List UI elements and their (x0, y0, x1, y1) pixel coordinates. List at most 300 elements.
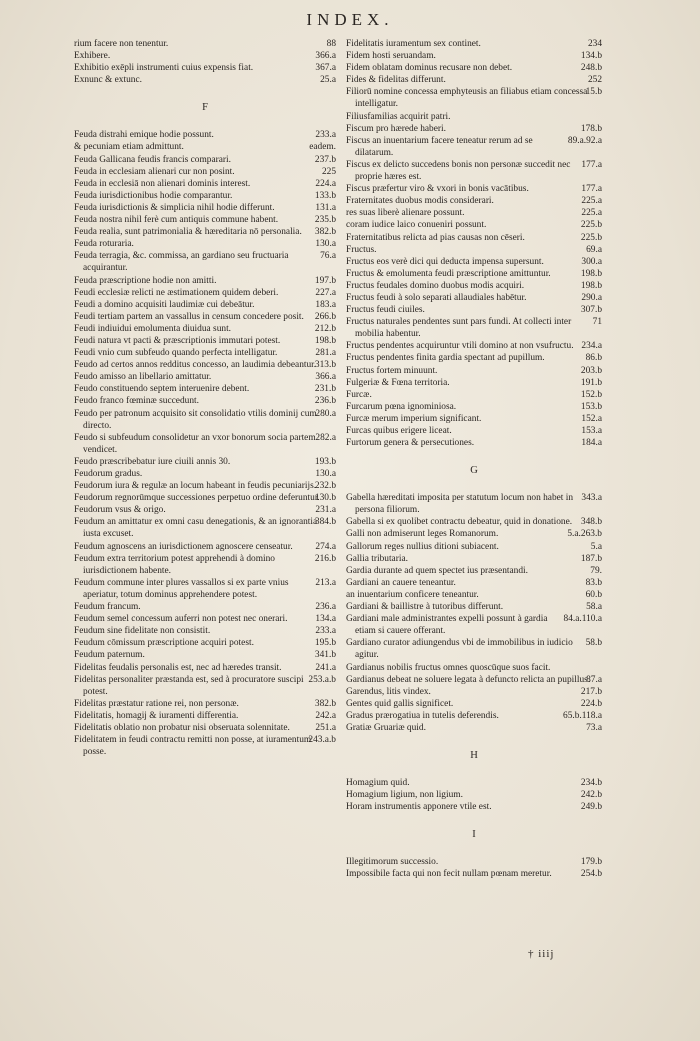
index-entry (346, 304, 602, 316)
entry-text: Feudum an amittatur ex omni casu denegationis, & an ignorantia iusta excuset. (74, 517, 318, 540)
index-entry (74, 577, 336, 601)
entry-text: Exnunc & extunc. (74, 75, 142, 86)
index-entry (346, 637, 602, 661)
entry-text: Garendus, litis vindex. (346, 686, 431, 697)
page-reference: 193.b (314, 456, 336, 467)
section-gap (74, 115, 336, 129)
entry-text: Feuda in ecclesiā non alienari dominis interest. (74, 178, 251, 189)
entry-text: Feudo constituendo septem interuenire debent. (74, 384, 250, 395)
page-reference: 225 (321, 166, 336, 177)
index-entry (74, 698, 336, 710)
page-reference: 134.a (315, 614, 336, 625)
page-reference: 152.a (581, 413, 602, 424)
entry-text: Feuda iurisdictionis & simplicia nihil hodie differunt. (74, 202, 275, 213)
entry-text: Feuda in ecclesiam alienari cur non posint. (74, 166, 235, 177)
index-entry (74, 166, 336, 178)
page-reference: 367.a (315, 63, 336, 74)
page-reference: 237.b (314, 154, 336, 165)
page-reference: eadem. (309, 142, 336, 153)
entry-text: coram iudice laico conueniri possunt. (346, 220, 487, 231)
index-entry (74, 359, 336, 371)
entry-text: Feudo amisso an libellario amittatur. (74, 372, 212, 383)
page-reference: 234 (587, 39, 602, 49)
page-reference: 25.a (320, 75, 336, 86)
index-entry (74, 541, 336, 553)
entry-text: Feudi ecclesiæ relicti ne æstimationem quidem deberi. (74, 287, 279, 298)
page-reference: 234.a (581, 341, 602, 352)
page-reference: 251.a (315, 722, 336, 733)
index-entry (346, 389, 602, 401)
entry-text: Feuda roturaria. (74, 239, 134, 250)
entry-text: Feudum commune inter plures vassallos si ex parte vnius aperiatur, totum dominus apprehendere potest. (74, 577, 289, 600)
index-entry (74, 674, 336, 698)
entry-text: Feudi natura vt pacti & præscriptionis immutari potest. (74, 335, 281, 346)
page-reference: 177.a (581, 159, 602, 170)
page-reference: 225.b (580, 220, 602, 231)
section-gap (74, 86, 336, 100)
page-reference: 348.b (580, 517, 602, 528)
index-entry (346, 856, 602, 868)
index-entry (346, 541, 602, 553)
page-reference: 89.a.92.a (567, 135, 602, 146)
page-reference: 133.b (314, 190, 336, 201)
index-entry (346, 207, 602, 219)
section-gap (346, 449, 602, 463)
page-reference: 65.b.118.a (563, 710, 602, 721)
index-entry (346, 86, 602, 110)
index-entry (74, 154, 336, 166)
index-entry (346, 62, 602, 74)
index-entry (74, 214, 336, 226)
entry-text: Gradus prærogatiua in tutelis deferendis. (346, 710, 499, 721)
entry-text: Gratiæ Gruariæ quid. (346, 722, 426, 733)
section-gap (346, 478, 602, 492)
entry-text: Feudorum iura & regulæ an locum habeant in feudis pecuniarijs. (74, 481, 317, 492)
index-entry (346, 159, 602, 183)
index-entry (74, 38, 336, 50)
page-reference: 183.a (315, 299, 336, 310)
index-entry (74, 190, 336, 202)
page-reference: 224.a (315, 178, 336, 189)
index-entry (346, 589, 602, 601)
entry-text: Fiscus ex delicto succedens bonis non personæ succedit nec proprie hæres est. (346, 159, 571, 183)
page-reference: 307.b (580, 305, 602, 316)
entry-text: Impossibile facta qui non fecit nullam pœnam meretur. (346, 869, 552, 880)
entry-text: an inuentarium conficere teneantur. (346, 589, 479, 600)
index-entry (74, 613, 336, 625)
entry-text: Fidem oblatam dominus recusare non debet. (346, 63, 513, 74)
index-entry (74, 662, 336, 674)
entry-text: Furtorum genera & persecutiones. (346, 438, 475, 449)
page-reference: 83.b (585, 577, 602, 588)
entry-text: Feuda realia, sunt patrimonialia & hæreditaria nō personalia. (74, 227, 302, 238)
index-entry (74, 553, 336, 577)
entry-text: Feudi a domino acquisiti laudimiæ cui debeātur. (74, 299, 255, 310)
page-reference: 282.a (315, 432, 336, 443)
page-reference: 88 (326, 39, 336, 49)
entry-text: Fulgeriæ & Fœna territoria. (346, 377, 450, 388)
page-reference: 213.a (315, 577, 336, 588)
index-entry (74, 480, 336, 492)
page-reference: 76.a (320, 251, 336, 262)
section-gap (346, 734, 602, 748)
index-entry (74, 335, 336, 347)
index-entry (74, 722, 336, 734)
entry-text: Filiorū nomine concessa emphyteusis an filiabus etiam concessa intelligatur. (346, 87, 588, 110)
page-reference: 73.a (586, 722, 602, 733)
index-entry (346, 50, 602, 62)
index-entry (74, 226, 336, 238)
section-letter: G (470, 465, 478, 477)
entry-text: Feudorum gradus. (74, 469, 143, 479)
index-entry (346, 74, 602, 86)
entry-text: Fidelitas personaliter præstanda est, sed à procuratore suscipi potest. (74, 674, 304, 697)
entry-text: Gardiani & baillistre à tutoribus differunt. (346, 602, 504, 613)
entry-text: Feudum francum. (74, 602, 141, 613)
index-entry (346, 674, 602, 686)
index-entry (74, 734, 336, 758)
entry-text: Fiscus an inuentarium facere teneatur rerum ad se dilatarum. (346, 135, 533, 158)
index-entry (346, 256, 602, 268)
page-reference: 236.b (314, 396, 336, 407)
page-reference: 130.a (315, 239, 336, 250)
entry-text: Gabella hæreditati imposita per statutum locum non habet in persona filiorum. (346, 493, 574, 516)
index-entry (346, 268, 602, 280)
page-reference: 60.b (585, 589, 602, 600)
index-entry (346, 553, 602, 565)
index-entry (346, 516, 602, 528)
entry-text: Gardiani male administrantes expelli possunt à gardia etiam si cauere offerant. (346, 614, 548, 637)
section-gap (346, 763, 602, 777)
index-entry (346, 686, 602, 698)
section-gap (346, 813, 602, 827)
page-reference: 15.b (585, 87, 602, 98)
entry-text: Feudo præscribebatur iure ciuili annis 30. (74, 456, 231, 467)
page-reference: 217.b (580, 686, 602, 697)
entry-text: Feuda Gallicana feudis francis comparari. (74, 154, 231, 165)
page-reference: 225.b (580, 232, 602, 243)
page-reference: 242.a (315, 710, 336, 721)
entry-text: Fiscum pro hærede haberi. (346, 123, 446, 134)
entry-text: Fructus pendentes finita gardia spectant ad pupillum. (346, 353, 545, 364)
entry-text: Illegitimorum successio. (346, 857, 439, 868)
page-reference: 233.a (315, 130, 336, 141)
page-reference: 341.b (314, 650, 336, 661)
index-entry (346, 698, 602, 710)
index-entry (346, 492, 602, 516)
page-reference: 198.b (314, 335, 336, 346)
entry-text: Feudum extra territorium potest apprehendi à domino iurisdictionem habente. (74, 553, 275, 576)
index-entry (346, 111, 602, 123)
entry-text: Feudum paternum. (74, 650, 145, 661)
index-entry (346, 401, 602, 413)
index-entry (346, 365, 602, 377)
page-reference: 252 (587, 75, 602, 86)
index-entry (346, 528, 602, 540)
index-entry (74, 516, 336, 540)
index-entry (74, 408, 336, 432)
entry-text: Fidelitatem in feudi contractu remitti non posse, at iuramentum posse. (74, 735, 312, 758)
entry-text: rium facere non tenentur. (74, 39, 169, 49)
page-reference: 231.b (314, 384, 336, 395)
index-entry (346, 710, 602, 722)
entry-text: Feuda præscriptione hodie non amitti. (74, 275, 217, 286)
page-reference: 236.a (315, 602, 336, 613)
entry-text: Feuda terragia, &c. commissa, an gardiano seu fructuaria acquirantur. (74, 251, 289, 274)
index-entry (74, 432, 336, 456)
index-entry (346, 789, 602, 801)
page-reference: 343.a (581, 493, 602, 504)
index-entry (346, 219, 602, 231)
page-reference: 366.a (315, 372, 336, 383)
entry-text: Gabella si ex quolibet contractu debeatur, quid in donatione. (346, 517, 573, 528)
page-reference: 225.a (581, 196, 602, 207)
index-entry (346, 868, 602, 880)
index-entry (346, 577, 602, 589)
entry-text: Feuda nostra nihil ferè cum antiquis commune habent. (74, 215, 279, 226)
entry-text: Fructus fortem minuunt. (346, 365, 438, 376)
entry-text: Furcarum pœna ignominiosa. (346, 401, 457, 412)
section-gap (346, 842, 602, 856)
index-entry (346, 232, 602, 244)
index-entry (74, 178, 336, 190)
entry-text: Feudorum regnorūmque successiones perpetuo ordine deferuntur. (74, 493, 320, 504)
index-entry (74, 287, 336, 299)
entry-text: Fidelitas feudalis personalis est, nec ad hæredes transit. (74, 662, 282, 673)
index-entry (74, 492, 336, 504)
page-reference: 177.a (581, 184, 602, 195)
entry-text: Galli non admiserunt leges Romanorum. (346, 529, 499, 540)
page-reference: 233.a (315, 626, 336, 637)
index-entry (346, 352, 602, 364)
page-reference: 290.a (581, 292, 602, 303)
index-entry (74, 649, 336, 661)
page-reference: 134.b (580, 51, 602, 62)
index-entry (346, 425, 602, 437)
index-entry (74, 311, 336, 323)
entry-text: Feudum sine fidelitate non consistit. (74, 626, 211, 637)
page-reference: 249.b (580, 802, 602, 813)
entry-text: Feudo per patronum acquisito sit consolidatio vtilis dominij cum directo. (74, 408, 317, 431)
entry-text: Furcas quibus erigere liceat. (346, 426, 452, 436)
index-entry (74, 275, 336, 287)
page-reference: 197.b (314, 275, 336, 286)
page-reference: 195.b (314, 638, 336, 649)
entry-text: Filiusfamilias acquirit patri. (346, 111, 451, 122)
page-reference: 153.b (580, 401, 602, 412)
entry-text: Fides & fidelitas differunt. (346, 75, 446, 86)
entry-text: Feudo ad certos annos redditus concesso, an laudimia debeantur. (74, 360, 317, 371)
entry-text: Feudorum vsus & origo. (74, 505, 166, 516)
page-reference: 178.b (580, 123, 602, 134)
index-entry (346, 801, 602, 813)
entry-text: Feuda distrahi emique hodie possunt. (74, 130, 214, 141)
page-reference: 253.a.b (308, 674, 336, 685)
page-reference: 153.a (581, 426, 602, 436)
index-entry (74, 50, 336, 62)
page-reference: 69.a (586, 244, 602, 255)
page-reference: 313.b (314, 360, 336, 371)
entry-text: Fidelitatis oblatio non probatur nisi obseruata solennitate. (74, 722, 290, 733)
entry-text: Horam instrumentis apponere vtile est. (346, 802, 492, 813)
index-entry (74, 625, 336, 637)
page-reference: 84.a.110.a (563, 614, 602, 625)
index-entry (346, 292, 602, 304)
entry-text: Fructus feudales domino duobus modis acquiri. (346, 280, 525, 291)
entry-text: Gardiani an cauere teneantur. (346, 577, 456, 588)
index-entry (346, 280, 602, 292)
index-entry (74, 347, 336, 359)
index-entry (346, 135, 602, 159)
section-letter: I (472, 829, 476, 841)
entry-text: res suas liberè alienare possunt. (346, 208, 465, 219)
entry-text: Gardianus debeat ne soluere legata à defuncto relicta an pupillus. (346, 674, 591, 685)
page-reference: 130.a (315, 469, 336, 479)
index-entry (346, 601, 602, 613)
page-reference: 382.b (314, 698, 336, 709)
page-reference: 216.b (314, 553, 336, 564)
page-reference: 232.b (314, 481, 336, 492)
entry-text: Homagium ligium, non ligium. (346, 790, 463, 801)
index-entry (74, 129, 336, 141)
entry-text: Fructus feudi à solo separati allaudiales habētur. (346, 292, 527, 303)
page-reference: 274.a (315, 541, 336, 552)
page-reference: 266.b (314, 311, 336, 322)
entry-text: Feudi vnio cum subfeudo quando perfecta intelligatur. (74, 348, 278, 359)
entry-text: Fructus pendentes acquiruntur vtili domino at non vsufructu. (346, 341, 574, 352)
page-reference: 235.b (314, 215, 336, 226)
index-entry (74, 637, 336, 649)
index-entry (346, 38, 602, 50)
entry-text: Fidelitas præstatur ratione rei, non personæ. (74, 698, 239, 709)
page-reference: 152.b (580, 389, 602, 400)
page-reference: 384.b (314, 517, 336, 528)
page-reference: 86.b (585, 353, 602, 364)
page-reference: 382.b (314, 227, 336, 238)
entry-text: & pecuniam etiam admittunt. (74, 142, 184, 153)
index-entry (74, 62, 336, 74)
entry-text: Feudum semel concessum auferri non potest nec onerari. (74, 614, 288, 625)
index-entry (74, 74, 336, 86)
left-index-column (74, 38, 336, 758)
index-entry (346, 377, 602, 389)
page-reference: 198.b (580, 268, 602, 279)
page-reference: 281.a (315, 348, 336, 359)
entry-text: Fructus & emolumenta feudi præscriptione amittuntur. (346, 268, 551, 279)
page-reference: 58.a (586, 602, 602, 613)
index-entry (346, 437, 602, 449)
page-reference: 179.b (580, 857, 602, 868)
entry-text: Gardianus nobilis fructus omnes quoscūque suos facit. (346, 662, 551, 673)
page-reference: 79. (590, 565, 602, 576)
page-reference: 203.b (580, 365, 602, 376)
page-reference: 300.a (581, 256, 602, 267)
signature-mark: † iiij (528, 948, 555, 960)
index-entry (74, 395, 336, 407)
index-entry (74, 601, 336, 613)
entry-text: Feudo si subfeudum consolidetur an vxor bonorum socia partem vendicet. (74, 432, 316, 455)
page-reference: 71 (592, 317, 602, 328)
entry-text: Feuda iurisdictionibus hodie comparantur. (74, 190, 233, 201)
page-reference: 130.b (314, 493, 336, 504)
page-reference: 187.b (580, 553, 602, 564)
index-entry (346, 722, 602, 734)
page-reference: 231.a (315, 505, 336, 516)
index-entry (346, 340, 602, 352)
entry-text: Fraternitatibus relicta ad pias causas non cēseri. (346, 232, 525, 243)
index-entry (74, 250, 336, 274)
section-letter: F (202, 102, 208, 114)
page-reference: 191.b (580, 377, 602, 388)
index-entry (346, 777, 602, 789)
entry-text: Fiscus præfertur viro & vxori in bonis vacātibus. (346, 184, 529, 195)
page-reference: 225.a (581, 208, 602, 219)
index-entry (346, 413, 602, 425)
index-entry (74, 710, 336, 722)
index-entry (346, 195, 602, 207)
page-reference: 87.a (586, 674, 602, 685)
entry-text: Fidem hosti seruandam. (346, 51, 436, 62)
page-reference: 5.a (590, 541, 602, 552)
index-entry (74, 323, 336, 335)
entry-text: Fructus eos verè dici qui deducta impensa supersunt. (346, 256, 544, 267)
index-entry (74, 383, 336, 395)
page-reference: 5.a.263.b (567, 529, 602, 540)
page-reference: 366.a (315, 51, 336, 62)
entry-text: Feudi indiuidui emolumenta diuidua sunt. (74, 323, 232, 334)
page-reference: 248.b (580, 63, 602, 74)
index-entry (74, 504, 336, 516)
page-reference: 280.a (315, 408, 336, 419)
page-reference: 242.b (580, 790, 602, 801)
page-reference: 243.a.b (308, 735, 336, 746)
page-reference: 234.b (580, 778, 602, 789)
index-entry (346, 123, 602, 135)
entry-text: Feudi tertiam partem an vassallus in censum concedere posit. (74, 311, 304, 322)
entry-text: Feudum agnoscens an iurisdictionem agnoscere censeatur. (74, 541, 293, 552)
index-entry (346, 244, 602, 256)
index-entry (346, 662, 602, 674)
entry-text: Exhibere. (74, 51, 111, 62)
entry-text: Furcæ. (346, 389, 372, 400)
index-entry (74, 468, 336, 480)
entry-text: Feudum cōmissum præscriptione acquiri potest. (74, 638, 254, 649)
entry-text: Fraternitates duobus modis considerari. (346, 196, 494, 207)
index-entry (74, 141, 336, 153)
index-entry (74, 371, 336, 383)
entry-text: Feudo franco fœminæ succedunt. (74, 396, 199, 407)
page-reference: 254.b (580, 869, 602, 880)
page-reference: 58.b (585, 638, 602, 649)
page-reference: 212.b (314, 323, 336, 334)
page-reference: 198.b (580, 280, 602, 291)
section-letter: H (470, 750, 478, 762)
page-reference: 241.a (315, 662, 336, 673)
entry-text: Fructus feudi ciuiles. (346, 305, 425, 316)
index-entry (74, 456, 336, 468)
running-head: INDEX. (306, 10, 394, 29)
page-reference: 227.a (315, 287, 336, 298)
entry-text: Gallia tributaria. (346, 553, 408, 564)
entry-text: Homagium quid. (346, 778, 410, 789)
index-entry (74, 238, 336, 250)
entry-text: Fidelitatis iuramentum sex continet. (346, 39, 481, 49)
entry-text: Furcæ merum imperium significant. (346, 413, 482, 424)
entry-text: Fructus naturales pendentes sunt pars fundi. At collecti inter mobilia habentur. (346, 317, 572, 340)
entry-text: Gardiano curator adiungendus vbi de immobilibus in iudicio agitur. (346, 638, 573, 661)
index-entry (346, 183, 602, 195)
entry-text: Gallorum reges nullius ditioni subiacent. (346, 541, 499, 552)
